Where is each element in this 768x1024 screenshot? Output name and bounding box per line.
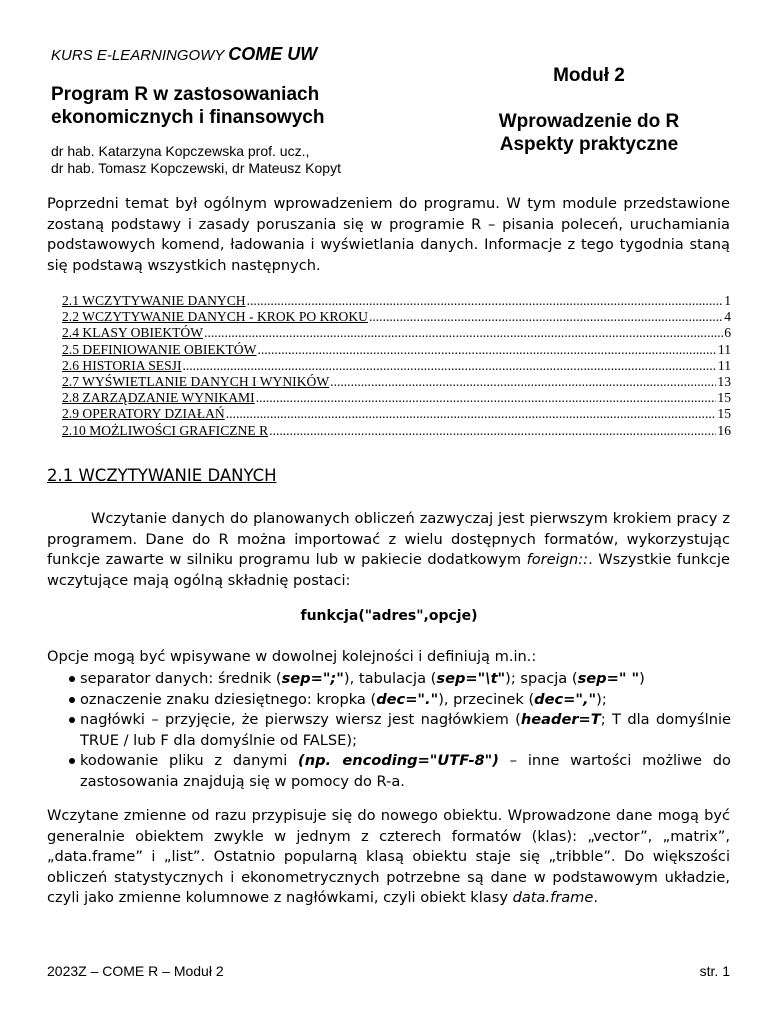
table-of-contents <box>62 293 731 439</box>
toc-item[interactable]: 2.2 WCZYTYWANIE DANYCH - KROK PO KROKU ..... 4 <box>62 309 731 325</box>
document-header <box>51 44 411 177</box>
program-title: Program R w zastosowaniach ekonomicznych i finansowych <box>51 84 325 128</box>
package-name: foreign:: <box>526 551 589 568</box>
list-item: nagłówki – przyjęcie, że pierwszy wiersz jest nagłówkiem (header=T; T dla domyślnie TRUE / lub F dla domyślnie od FALSE); <box>47 710 731 751</box>
section-heading: 2.1 WCZYTYWANIE DANYCH <box>47 466 277 485</box>
options-list <box>47 669 731 792</box>
authors: dr hab. Katarzyna Kopczewska prof. ucz., dr hab. Tomasz Kopczewski, dr Mateusz Kopyt <box>51 143 341 176</box>
toc-item[interactable]: 2.8 ZARZĄDZANIE WYNIKAMI ..... 15 <box>62 390 731 406</box>
toc-item[interactable]: 2.5 DEFINIOWANIE OBIEKTÓW ..... 11 <box>62 342 731 358</box>
module-title: Moduł 2 Wprowadzenie do R Aspekty praktyczne <box>470 64 708 156</box>
list-item: kodowanie pliku z danymi (np. encoding="UTF-8") – inne wartości możliwe do zastosowania znajdują się w pomocy do R-a. <box>47 751 731 792</box>
footer-label: 2023Z – COME R – Moduł 2 <box>47 963 224 979</box>
course-label: KURS E-LEARNINGOWY COME UW <box>51 44 318 64</box>
toc-item[interactable]: 2.7 WYŚWIETLANIE DANYCH I WYNIKÓW ..... 13 <box>62 374 731 390</box>
toc-item[interactable]: 2.6 HISTORIA SESJI ..... 11 <box>62 358 731 374</box>
toc-item[interactable]: 2.10 MOŻLIWOŚCI GRAFICZNE R ..... 16 <box>62 423 731 439</box>
page-number: str. 1 <box>699 963 730 979</box>
body-paragraph: Wczytane zmienne od razu przypisuje się do nowego obiektu. Wprowadzone dane mogą być generalnie obiektem zwykle w jednym z czterech formatów (klas): „vector”, „matrix”, „data.frame” i „list”. Ostatnio popularną klasą obiektu staje się „tribble”. Do większości obliczeń statystycznych i ekonometrycznych potrzebne są dane w podstawowym układzie, czyli jako zmienne kolumnowe z nagłówkami, czyli obiekt klasy data.frame. <box>47 807 730 906</box>
list-item: oznaczenie znaku dziesiętnego: kropka (dec="."), przecinek (dec=","); <box>47 690 731 711</box>
module-number: Moduł 2 <box>553 65 625 86</box>
list-item: separator danych: średnik (sep=";"), tabulacja (sep="\t"); spacja (sep=" ") <box>47 669 731 690</box>
body-paragraph: Wczytanie danych do planowanych obliczeń zazwyczaj jest pierwszym krokiem pracy z programem. Dane do R można importować z wielu dostępnych formatów, wykorzystując funkcje zawarte w silniku programu lub w pakiecie dodatkowym foreign::. Wszystkie funkcje wczytujące mają ogólną składnię postaci: <box>47 510 730 589</box>
options-intro: Opcje mogą być wpisywane w dowolnej kolejności i definiują m.in.: <box>47 648 537 665</box>
intro-paragraph: Poprzedni temat był ogólnym wprowadzeniem do programu. W tym module przedstawione zostaną podstawy i zasady poruszania się w programie R – pisania poleceń, uruchamiania podstawowych komend, ładowania i wyświetlania danych. Informacje z tego tygodnia staną się podstawą wszystkich następnych. <box>47 195 730 274</box>
toc-item[interactable]: 2.9 OPERATORY DZIAŁAŃ ..... 15 <box>62 406 731 422</box>
syntax-formula: funkcja("adres",opcje) <box>300 608 478 624</box>
toc-item[interactable]: 2.1 WCZYTYWANIE DANYCH ..... 1 <box>62 293 731 309</box>
course-name: COME UW <box>228 44 318 64</box>
class-name: data.frame <box>512 889 594 906</box>
toc-item[interactable]: 2.4 KLASY OBIEKTÓW ..... 6 <box>62 325 731 341</box>
